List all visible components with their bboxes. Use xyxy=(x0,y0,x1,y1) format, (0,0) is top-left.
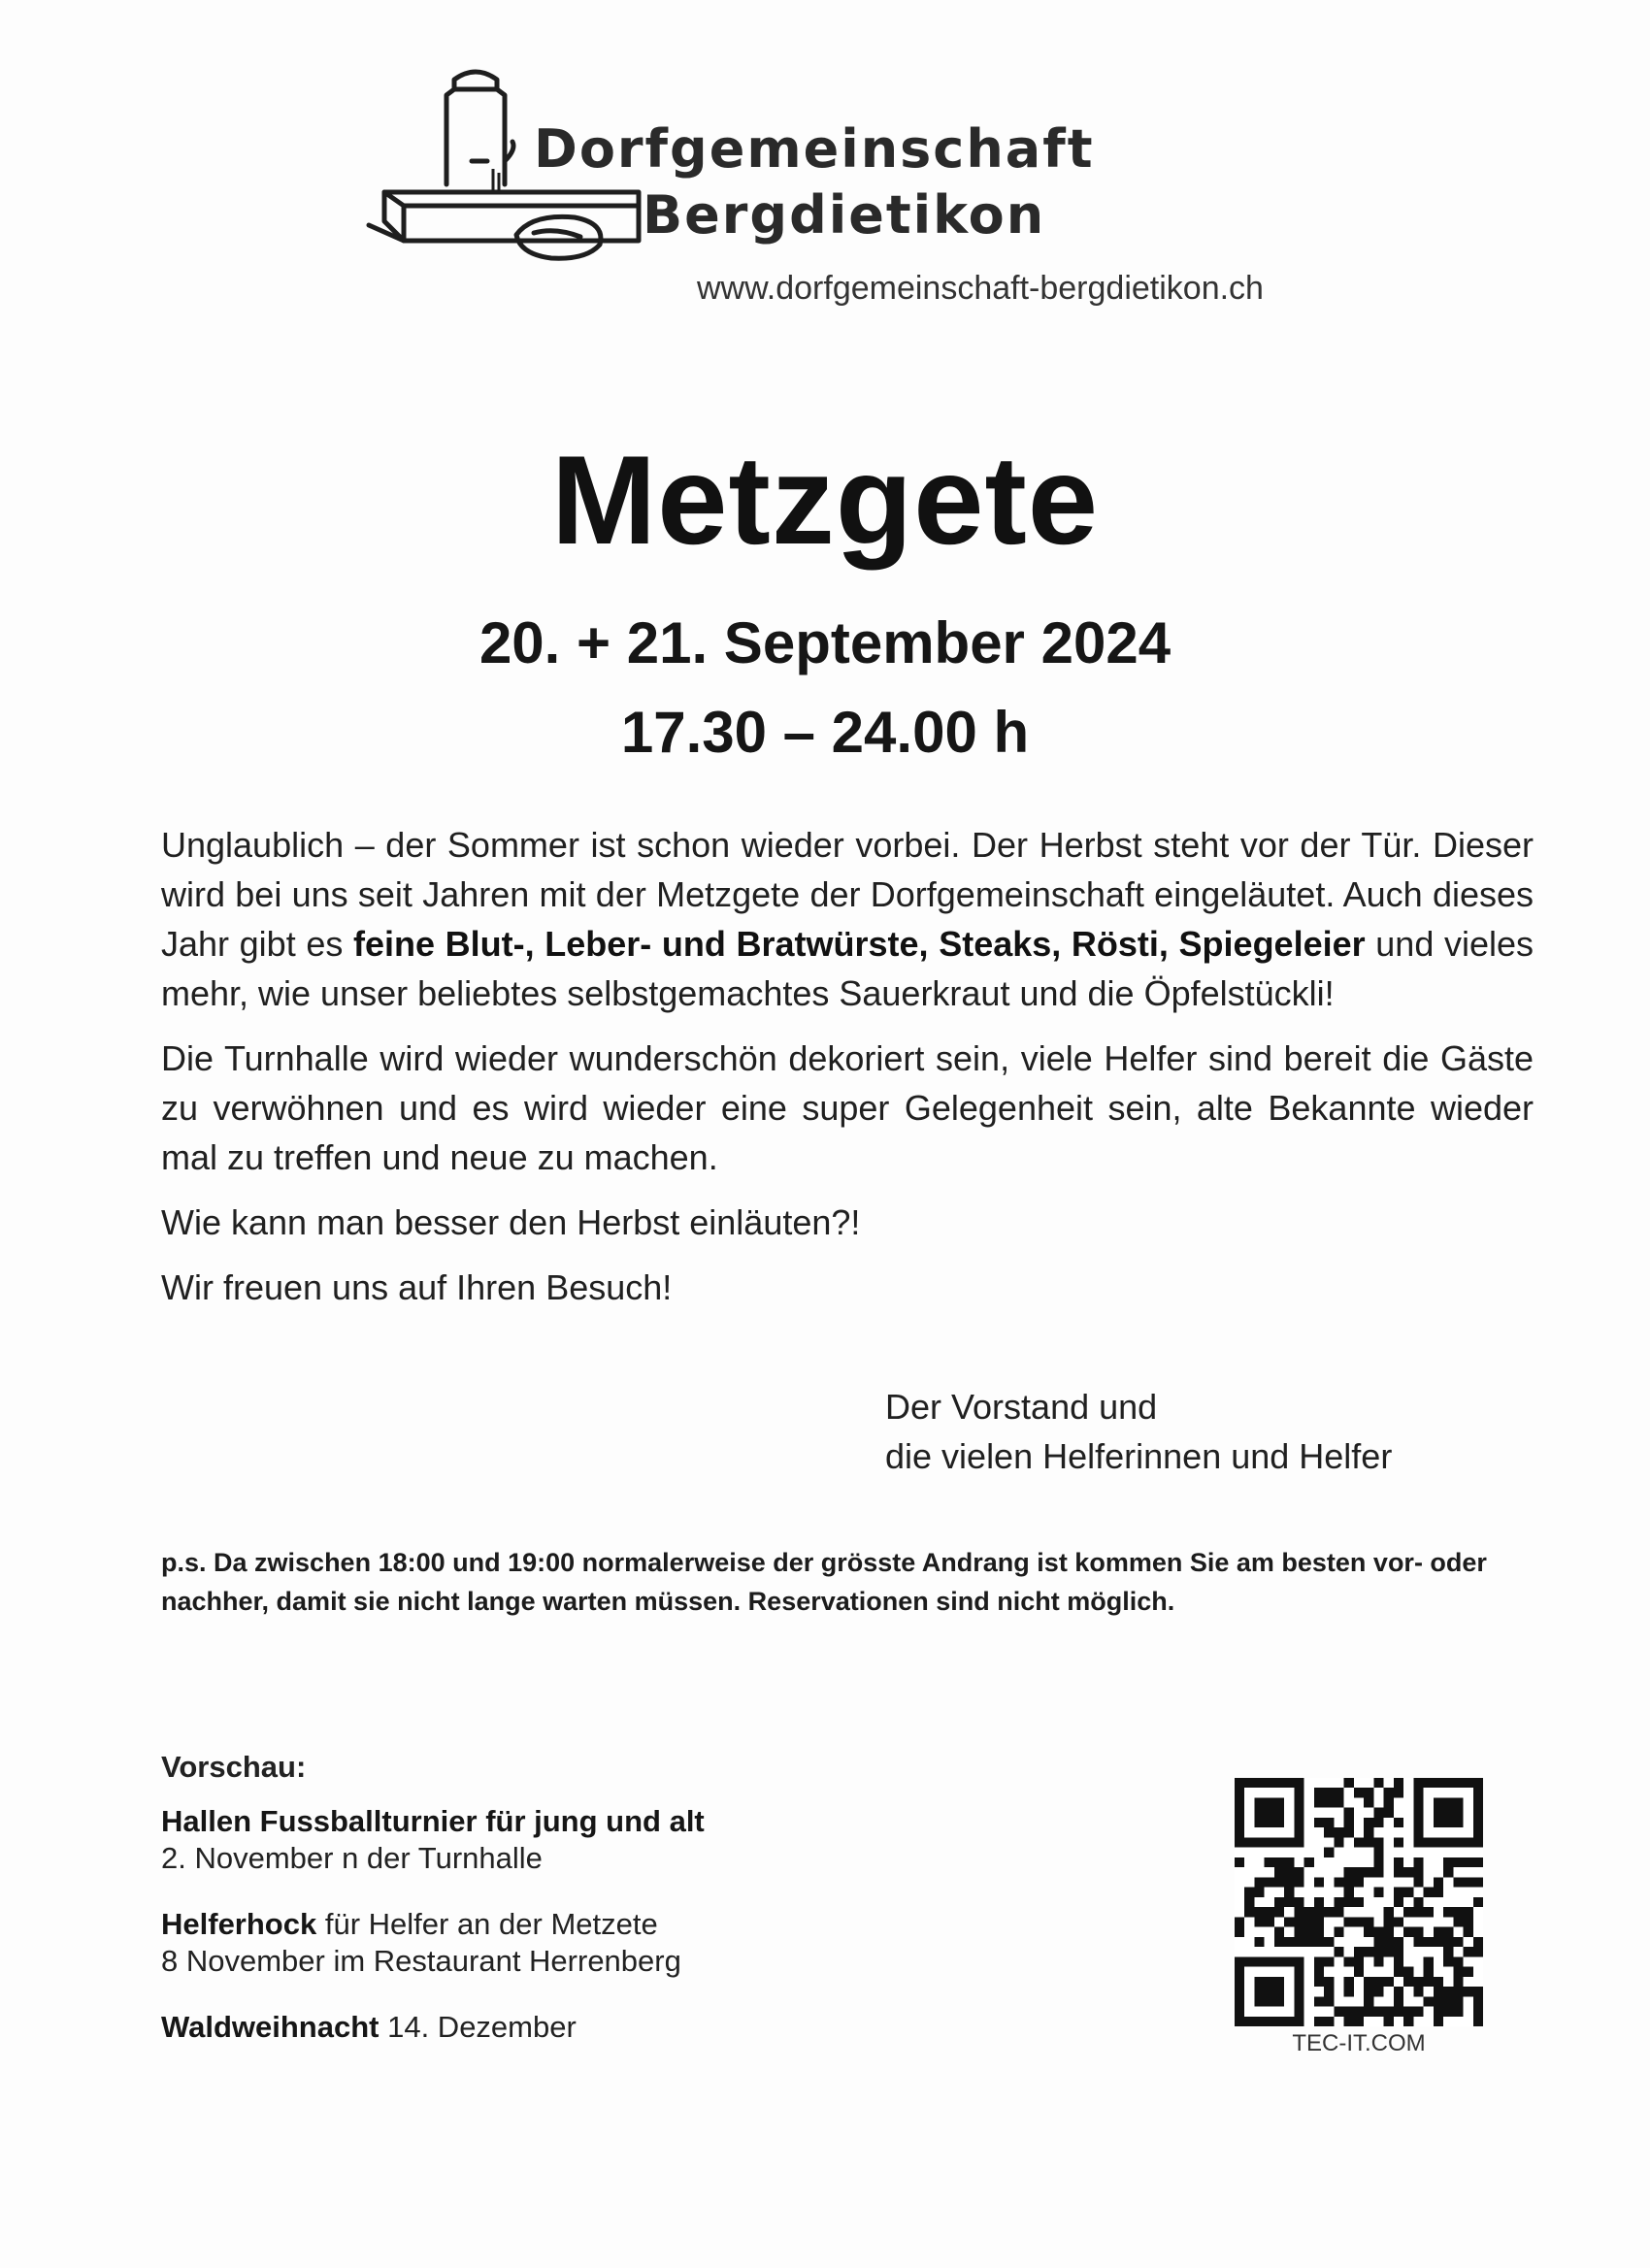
paragraph-question: Wie kann man besser den Herbst einläuten?! xyxy=(161,1202,861,1242)
qr-caption: TEC-IT.COM xyxy=(1292,2030,1426,2056)
preview-event-waldweihnacht xyxy=(161,2009,1035,2046)
signature-line1: Der Vorstand und xyxy=(885,1387,1158,1427)
preview-event-waldweihnacht-title: Waldweihnacht xyxy=(161,2010,380,2044)
intro-menu-highlight: feine Blut-, Leber- und Bratwürste, Steaks, Rösti, Spiegeleier xyxy=(353,924,1366,964)
website-url[interactable]: www.dorfgemeinschaft-bergdietikon.ch xyxy=(697,270,1264,307)
preview-section xyxy=(161,1749,1035,2075)
intro-text-a: Unglaublich – der Sommer ist schon wieder vorbei. Der Herbst steht vor der Tür. Dieser wird bei uns seit Jahren mit der Metzgete der Dorfgemeinschaft eingeläutet. Auch dieses Jahr gibt es xyxy=(161,825,1534,964)
org-name-line1: Dorfgemeinschaft xyxy=(534,118,1095,180)
postscript-note: p.s. Da zwischen 18:00 und 19:00 normalerweise der grösste Andrang ist kommen Sie am besten vor- oder nachher, damit sie nicht lange warten müssen. Reservationen sind nicht möglich. xyxy=(161,1548,1487,1616)
event-title: Metzgete xyxy=(550,429,1100,571)
signature-line2: die vielen Helferinnen und Helfer xyxy=(885,1436,1393,1476)
preview-event-football-title: Hallen Fussballturnier für jung und alt xyxy=(161,1804,705,1838)
preview-event-helferhock xyxy=(161,1906,1035,1980)
event-time: 17.30 – 24.00 h xyxy=(620,700,1030,765)
body-text xyxy=(161,820,1534,1328)
paragraph-intro xyxy=(161,820,1534,1018)
preview-event-helferhock-detail: 8 November im Restaurant Herrenberg xyxy=(161,1944,681,1978)
preview-heading: Vorschau: xyxy=(161,1750,307,1784)
org-name-line2: Bergdietikon xyxy=(643,184,1046,246)
preview-event-football-detail: 2. November n der Turnhalle xyxy=(161,1841,543,1875)
intro-text-b: und vieles mehr, wie unser beliebtes selbstgemachtes Sauerkraut und die Öpfelstückli! xyxy=(161,924,1534,1013)
paragraph-venue: Die Turnhalle wird wieder wunderschön dekoriert sein, viele Helfer sind bereit die Gäste zu verwöhnen und es wird wieder eine super Gelegenheit sein, alte Bekannte wieder mal zu treffen und neue zu machen. xyxy=(161,1038,1534,1177)
preview-event-football xyxy=(161,1803,1035,1877)
signature xyxy=(885,1382,1392,1481)
paragraph-welcome: Wir freuen uns auf Ihren Besuch! xyxy=(161,1267,673,1307)
qr-code-icon[interactable] xyxy=(1235,1778,1483,2026)
preview-event-waldweihnacht-rest: 14. Dezember xyxy=(379,2010,577,2044)
preview-event-helferhock-rest: für Helfer an der Metzete xyxy=(316,1907,658,1941)
preview-event-helferhock-title: Helferhock xyxy=(161,1907,317,1941)
event-date: 20. + 21. September 2024 xyxy=(478,610,1172,675)
